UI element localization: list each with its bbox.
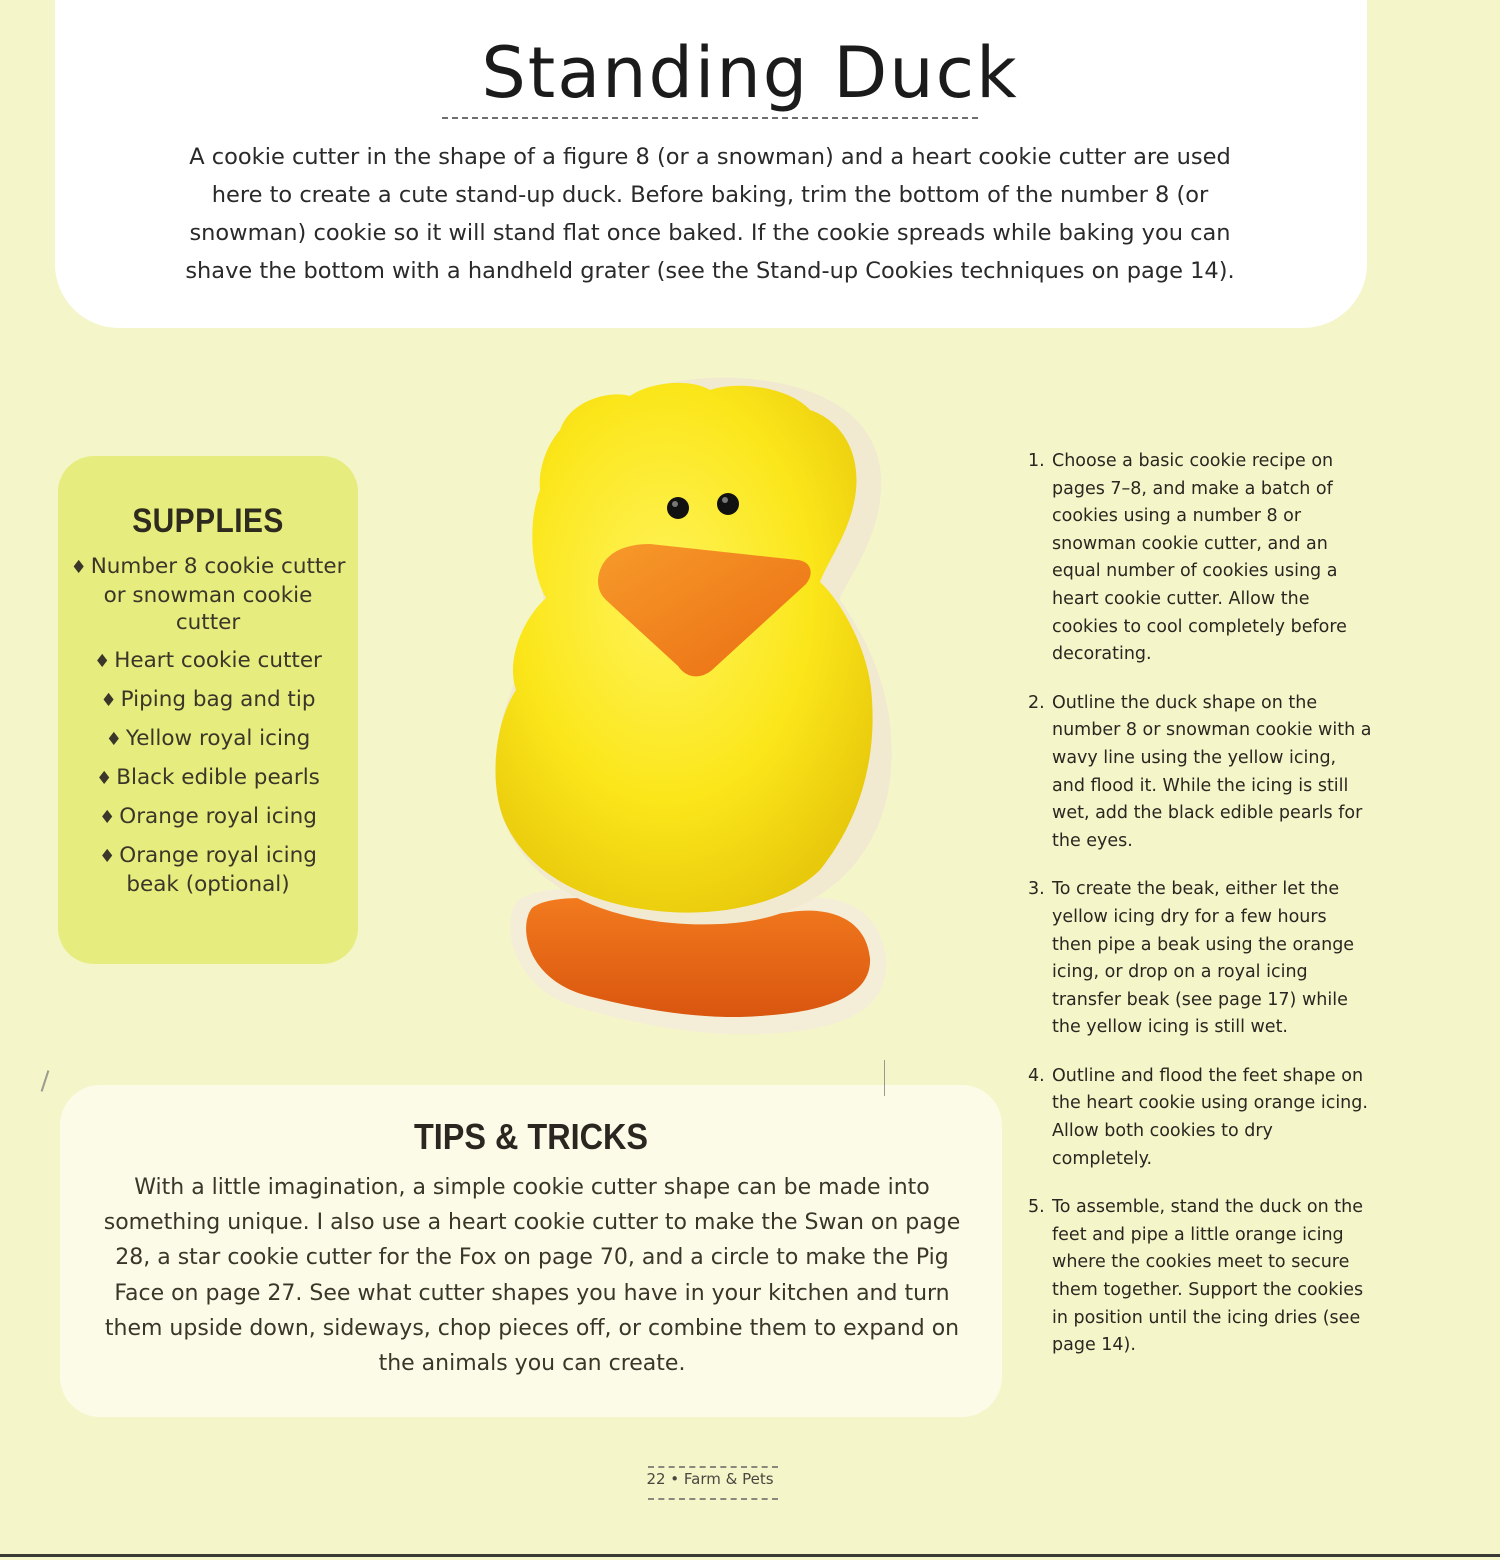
- supply-item: [70, 803, 346, 832]
- step-number: 4.: [1028, 1065, 1045, 1086]
- page-bottom-edge: [0, 1554, 1500, 1557]
- supply-item-label: Orange royal icing: [119, 804, 317, 829]
- scan-mark: [41, 1070, 50, 1092]
- supply-item-label: Piping bag and tip: [120, 687, 316, 712]
- supply-item-label: Yellow royal icing: [125, 726, 311, 751]
- left-eye: [667, 497, 689, 519]
- step-item: [1022, 448, 1372, 669]
- supply-item: [70, 686, 346, 715]
- step-text: Outline and flood the feet shape on the heart cookie using orange icing. Allow both cookies to dry completely.: [1052, 1065, 1368, 1169]
- eye-shine: [672, 501, 678, 507]
- supply-item: [70, 842, 346, 898]
- page-footer: 22 • Farm & Pets: [646, 1470, 774, 1488]
- step-item: [1022, 876, 1372, 1042]
- right-eye: [717, 493, 739, 515]
- diamond-bullet-icon: ♦: [96, 768, 113, 789]
- tips-heading: TIPS & TRICKS: [413, 1116, 648, 1157]
- scan-mark: [884, 1060, 885, 1096]
- supply-item-label: Black edible pearls: [116, 765, 320, 790]
- instruction-steps: [1022, 448, 1372, 1381]
- supply-item-label: Heart cookie cutter: [114, 648, 322, 673]
- standing-duck-cookie-photo: [460, 360, 920, 1060]
- step-text: Outline the duck shape on the number 8 or snowman cookie with a wavy line using the yellow icing, and flood it. While the icing is still wet, add the black edible pearls for the eyes.: [1052, 692, 1372, 851]
- eye-shine: [722, 497, 728, 503]
- footer-rule-bottom: [648, 1498, 778, 1500]
- intro-paragraph: A cookie cutter in the shape of a figure 8 (or a snowman) and a heart cookie cutter are used here to create a cute stand-up duck. Before baking, trim the bottom of the number 8 (or snowman) cookie so it will stand flat once baked. If the cookie spreads while baking you can shave the bottom with a handheld grater (see the Stand-up Cookies techniques on page 14).: [185, 144, 1235, 284]
- step-number: 3.: [1028, 879, 1045, 900]
- step-item: [1022, 1063, 1372, 1173]
- title-underline: [442, 117, 978, 119]
- step-text: Choose a basic cookie recipe on pages 7–8, and make a batch of cookies using a number 8 or snowman cookie cutter, and an equal number of cookies using a heart cookie cutter. Allow the cookies to cool completely before decorating.: [1052, 451, 1347, 665]
- step-number: 1.: [1028, 451, 1045, 471]
- tips-paragraph: With a little imagination, a simple cookie cutter shape can be made into something unique. I also use a heart cookie cutter to make the Swan on page 28, a star cookie cutter for the Fox on page 70, and a circle to make the Pig Face on page 27. See what cutter shapes you have in your kitchen and turn them upside down, sideways, chop pieces off, or combine them to expand on the animals you can create.: [103, 1175, 961, 1377]
- supply-item: [70, 553, 346, 637]
- diamond-bullet-icon: ♦: [94, 651, 111, 672]
- diamond-bullet-icon: ♦: [100, 690, 117, 711]
- diamond-bullet-icon: ♦: [99, 846, 116, 867]
- step-item: [1022, 1194, 1372, 1360]
- supply-item: [70, 764, 346, 793]
- supplies-heading: SUPPLIES: [132, 502, 284, 540]
- diamond-bullet-icon: ♦: [99, 807, 116, 828]
- supply-item-label: Orange royal icing beak (optional): [119, 843, 317, 897]
- diamond-bullet-icon: ♦: [105, 729, 122, 750]
- supplies-list: [70, 553, 346, 909]
- supply-item: [70, 647, 346, 676]
- step-text: To create the beak, either let the yellow icing dry for a few hours then pipe a beak using the orange icing, or drop on a royal icing transfer beak (see page 17) while the yellow icing is still wet.: [1052, 879, 1355, 1038]
- supply-item: [70, 725, 346, 754]
- step-text: To assemble, stand the duck on the feet and pipe a little orange icing where the cookies meet to secure them together. Support the cookies in position until the icing dries (see page 14).: [1052, 1197, 1364, 1356]
- step-number: 5.: [1028, 1197, 1045, 1218]
- diamond-bullet-icon: ♦: [70, 557, 87, 578]
- page-title: Standing Duck: [481, 32, 1019, 114]
- step-number: 2.: [1028, 692, 1045, 713]
- supply-item-label: Number 8 cookie cutter or snowman cookie cutter: [90, 554, 346, 635]
- step-item: [1022, 690, 1372, 856]
